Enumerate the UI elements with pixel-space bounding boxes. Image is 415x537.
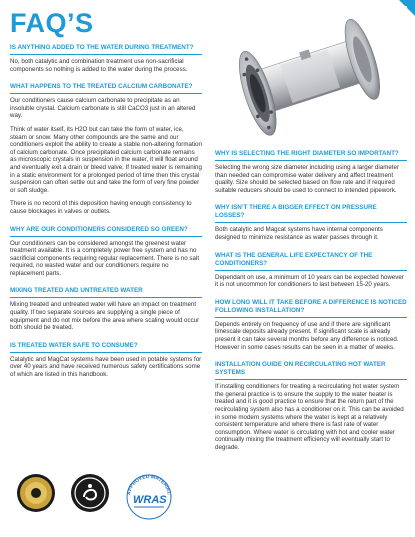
right-column bbox=[215, 150, 407, 457]
faq-answer: If installing conditioners for treating a recirculating hot water system the general practice is to ensure the supply to the water heater is treated and it is good practice to ensure that the return part of the recirculating system also has a conditioner on it. This can be avoided in some modern systems where the water is kept at a relatively consistent temperature and where there is fast rate of water consumption. Where water is circulating with hot and cooler water continually mixing the treatment efficiency will eventually start to degrade. bbox=[215, 383, 404, 451]
faq-answer: Depends entirely on frequency of use and if there are significant limescale deposits already present. If significant scale is already present it can take several months before any difference is noticed. However in some cases results can be seen in a matter of weeks. bbox=[215, 320, 399, 351]
certification-logos bbox=[12, 467, 202, 527]
wras-ring-text: APPROVED MATERIAL bbox=[126, 473, 172, 496]
faq-answer: Dependant on use, a minimum of 10 years can be expected however it is not uncommon for conditioners to last between 15-20 years. bbox=[215, 273, 404, 289]
faq-answer: Our conditioners can be considered amongst the greenest water treatment available. It is a completely power free system and has no sacrificial components requiring regular replacement. There is no salt required, no wasted water and our conditioners require no replacement parts. bbox=[10, 239, 200, 277]
faq-answer: Our conditioners cause calcium carbonate to precipitate as an insoluble crystal. Calcium carbonate is still CaCO3 just in an altered way. bbox=[10, 97, 196, 120]
faq-answer: There is no record of this deposition having enough consistency to cause blockages in valves or outlets. bbox=[10, 200, 192, 215]
wras-approved-icon bbox=[122, 467, 176, 521]
wras-label: WRAS bbox=[133, 494, 167, 506]
faq-question: MIXING TREATED AND UNTREATED WATER bbox=[10, 287, 202, 298]
faq-item bbox=[215, 150, 407, 194]
certification-badge-icon bbox=[70, 473, 110, 513]
gold-seal-icon bbox=[16, 473, 56, 513]
faq-answer: Think of water itself, its H2O but can take the form of water, ice, steam or snow. Many other compounds are the same and our conditioners exploit the ability to create a stable non-altering formation of calcium carbonate. Once precipitated calcium carbonate remains as microscopic crystals in suspension in the water, it will float around and eventually exit a drain or bleed valve. If treated water is remaining in a static environment for a prolonged period of time then this crystal suspension can often settle out and take the form of very fine powder or soft sludge. bbox=[10, 125, 202, 194]
faq-answer: Mixing treated and untreated water will have an impact on treatment quality. If two separate sources are supplying a single piece of equipment and do not mix before the area where scaling would occur both should be treated. bbox=[10, 301, 200, 332]
page-title: FAQ’S bbox=[10, 8, 94, 38]
faq-item bbox=[10, 44, 202, 73]
faq-item bbox=[215, 361, 407, 451]
left-column bbox=[10, 44, 202, 385]
faq-item bbox=[215, 299, 407, 351]
faq-question: HOW LONG WILL IT TAKE BEFORE A DIFFERENCE IS NOTICED FOLLOWING INSTALLATION? bbox=[215, 299, 407, 318]
faq-answer: Both catalytic and Magcat systems have internal components designed to minimize resistance as water passes through it. bbox=[215, 226, 383, 241]
faq-item bbox=[10, 287, 202, 331]
faq-answer: No, both catalytic and combination treatment use non-sacrificial components so nothing is added to the water during the process. bbox=[10, 58, 188, 73]
faq-answer: Selecting the wrong size diameter including using a larger diameter than needed can compromise water delivery and affect treatment quality. Size should be selected based on flow rate and if required suitable reducers should be used to connect to intended pipework. bbox=[215, 164, 400, 194]
faq-question: WHY ARE OUR CONDITIONERS CONSIDERED SO GREEN? bbox=[10, 226, 202, 237]
faq-item bbox=[10, 342, 202, 379]
faq-item bbox=[10, 226, 202, 278]
faq-question: WHAT IS THE GENERAL LIFE EXPECTANCY OF THE CONDITIONERS? bbox=[215, 252, 407, 271]
faq-question: WHY IS SELECTING THE RIGHT DIAMETER SO IMPORTANT? bbox=[215, 150, 407, 161]
faq-question: WHY ISN’T THERE A BIGGER EFFECT ON PRESSURE LOSSES? bbox=[215, 204, 407, 223]
faq-question: WHAT HAPPENS TO THE TREATED CALCIUM CARBONATE? bbox=[10, 83, 202, 94]
faq-item bbox=[215, 204, 407, 241]
faq-question: INSTALLATION GUIDE ON RECIRCULATING HOT WATER SYSTEMS bbox=[215, 361, 407, 380]
faq-item bbox=[10, 83, 202, 215]
faq-item bbox=[215, 252, 407, 289]
faq-question: IS TREATED WATER SAFE TO CONSUME? bbox=[10, 342, 202, 353]
faq-question: IS ANYTHING ADDED TO THE WATER DURING TREATMENT? bbox=[10, 44, 202, 55]
faq-answer: Catalytic and MagCat systems have been used in potable systems for over 40 years and have received numerous safety certifications some of which are listed in this handbook. bbox=[10, 355, 202, 379]
conditioner-product-image bbox=[215, 6, 407, 144]
